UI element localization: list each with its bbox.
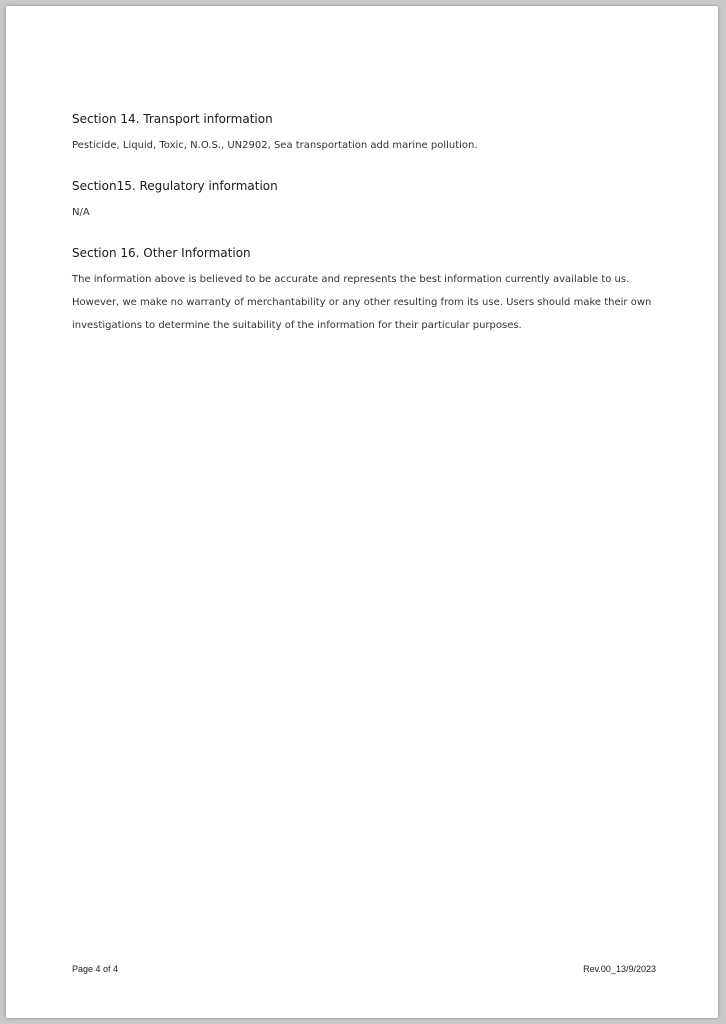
section-other-information (72, 244, 672, 337)
section-transport (72, 110, 672, 157)
document-page (6, 6, 718, 1018)
section-heading: Section 14. Transport information (72, 112, 273, 126)
section-text-line: investigations to determine the suitability of the information for their particular purposes. (72, 320, 522, 331)
page-content (72, 110, 672, 365)
section-text-line: Pesticide, Liquid, Toxic, N.O.S., UN2902, Sea transportation add marine pollution. (72, 140, 478, 151)
section-text-line: N/A (72, 207, 90, 218)
section-regulatory (72, 177, 672, 224)
section-text-line: However, we make no warranty of merchantability or any other resulting from its use. Users should make their own (72, 297, 652, 308)
section-heading: Section15. Regulatory information (72, 179, 278, 193)
section-text-line: The information above is believed to be accurate and represents the best information currently available to us. (72, 274, 630, 285)
section-heading: Section 16. Other Information (72, 246, 251, 260)
page-number: Page 4 of 4 (72, 964, 119, 974)
revision-label: Rev.00_13/9/2023 (583, 964, 656, 974)
